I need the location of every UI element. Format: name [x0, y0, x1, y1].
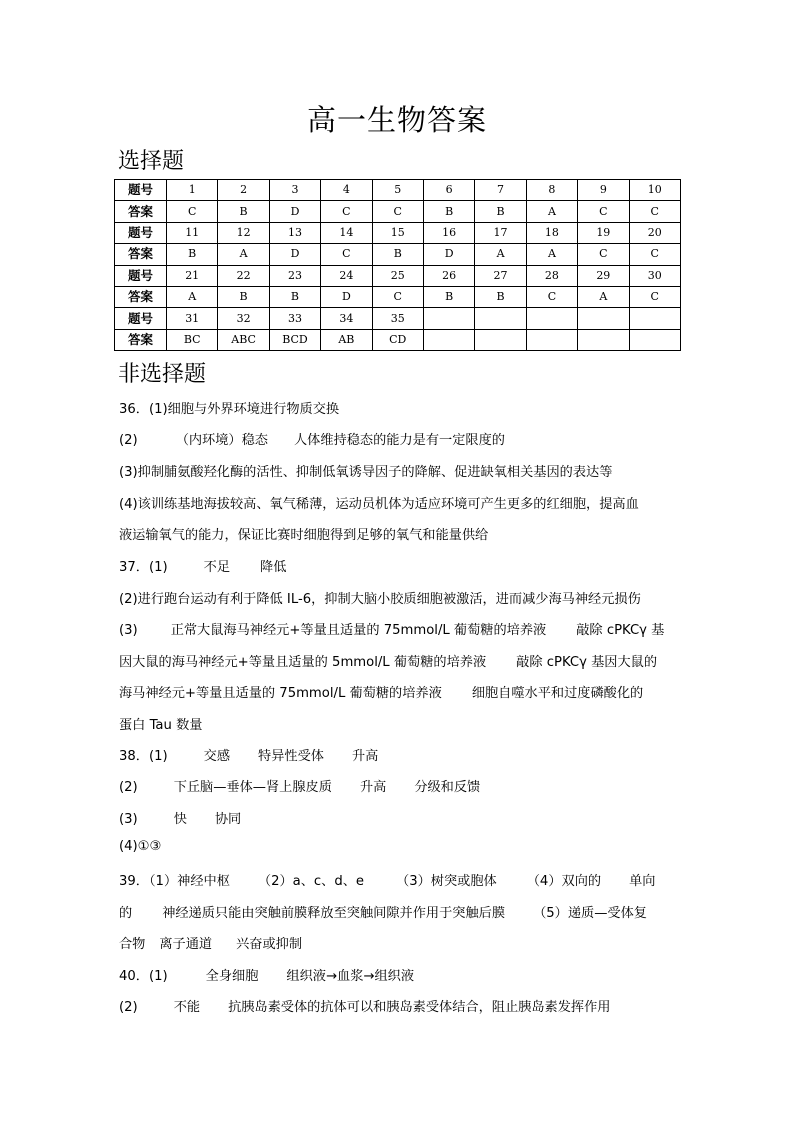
table-cell: C [578, 201, 629, 222]
answer-text: 39．（1）神经中枢 [119, 874, 230, 889]
table-cell: B [423, 201, 474, 222]
answer-text: （3）树突或胞体 [396, 874, 497, 889]
table-cell: C [321, 201, 372, 222]
answer-text: 升高 [351, 749, 379, 764]
answer-line [119, 588, 641, 607]
table-cell: A [475, 244, 526, 265]
table-cell: 31 [167, 308, 218, 329]
answer-text: 36．(1)细胞与外界环境进行物质交换 [119, 402, 340, 417]
row-label: 题号 [115, 222, 167, 243]
table-cell: C [372, 201, 423, 222]
table-cell: 27 [475, 265, 526, 286]
answer-text: (3) [119, 623, 138, 638]
table-cell: 4 [321, 180, 372, 201]
table-row [115, 265, 681, 286]
answer-text: 离子通道 [159, 937, 213, 952]
table-cell: 28 [526, 265, 577, 286]
answer-text: 单向 [629, 874, 656, 889]
table-cell: 14 [321, 222, 372, 243]
table-cell: C [167, 201, 218, 222]
answer-text: 降低 [260, 560, 287, 575]
table-row [115, 308, 681, 329]
table-row [115, 201, 681, 222]
answer-text: 下丘脑—垂体—肾上腺皮质 [173, 780, 332, 795]
table-cell: 5 [372, 180, 423, 201]
answer-text: 协同 [214, 812, 242, 827]
answer-line [119, 776, 480, 795]
answer-text: （2）a、c、d、e [257, 874, 365, 889]
table-cell: B [372, 244, 423, 265]
row-label: 答案 [115, 244, 167, 265]
table-cell: 12 [218, 222, 269, 243]
table-cell: C [629, 201, 680, 222]
answer-text: 不能 [173, 1000, 201, 1015]
section-heading-nonchoice: 非选择题 [118, 362, 207, 387]
answer-text: 液运输氧气的能力，保证比赛时细胞得到足够的氧气和能量供给 [119, 528, 489, 543]
answer-text: 合物 [119, 937, 146, 952]
answer-text: (3) [119, 812, 138, 827]
table-cell [475, 329, 526, 350]
table-cell: 26 [423, 265, 474, 286]
table-cell [475, 308, 526, 329]
table-cell: A [167, 286, 218, 307]
answer-text: (4)①③ [119, 839, 162, 854]
table-cell [526, 308, 577, 329]
table-cell: 32 [218, 308, 269, 329]
table-cell: 19 [578, 222, 629, 243]
answer-text: 交感 [203, 749, 231, 764]
table-cell: 1 [167, 180, 218, 201]
answer-text: 兴奋或抑制 [236, 937, 303, 952]
answer-text: (4)该训练基地海拔较高、氧气稀薄，运动员机体为适应环境可产生更多的红细胞，提高血 [119, 497, 639, 512]
table-cell: BC [167, 329, 218, 350]
answer-text: 分级和反馈 [414, 780, 481, 795]
table-cell: 15 [372, 222, 423, 243]
row-label: 答案 [115, 329, 167, 350]
table-cell: B [167, 244, 218, 265]
answer-text: 全身细胞 [205, 969, 259, 984]
answer-line [119, 524, 488, 543]
table-cell: C [526, 286, 577, 307]
table-cell: B [218, 286, 269, 307]
row-label: 题号 [115, 265, 167, 286]
answer-text: （内环境）稳态 [175, 433, 268, 448]
answer-text: 敲除 cPKCγ 基 [576, 623, 665, 638]
table-cell: A [578, 286, 629, 307]
answer-text: 神经递质只能由突触前膜释放至突触间隙并作用于突触后膜 [162, 906, 506, 921]
answer-line [119, 714, 202, 733]
answer-text: 海马神经元+等量且适量的 75mmol/L 葡萄糖的培养液 [119, 686, 442, 701]
answer-text: 38．(1) [119, 749, 168, 764]
table-cell: 16 [423, 222, 474, 243]
table-cell: A [526, 201, 577, 222]
table-cell: D [269, 201, 320, 222]
table-cell: 3 [269, 180, 320, 201]
table-cell: 18 [526, 222, 577, 243]
table-cell: 20 [629, 222, 680, 243]
row-label: 题号 [115, 308, 167, 329]
answer-text: （5）递质—受体复 [533, 906, 647, 921]
table-cell: 35 [372, 308, 423, 329]
table-cell: 6 [423, 180, 474, 201]
answer-text: 抗胰岛素受体的抗体可以和胰岛素受体结合，阻止胰岛素发挥作用 [228, 1000, 611, 1015]
answer-text: 细胞自噬水平和过度磷酸化的 [471, 686, 644, 701]
answer-line [119, 933, 302, 952]
table-cell: 33 [269, 308, 320, 329]
table-cell: B [475, 286, 526, 307]
table-row [115, 222, 681, 243]
answer-line [119, 682, 643, 701]
table-cell [423, 308, 474, 329]
table-cell: CD [372, 329, 423, 350]
answer-text: 敲除 cPKCγ 基因大鼠的 [516, 655, 658, 670]
answer-text: (2) [119, 433, 138, 448]
table-cell: B [218, 201, 269, 222]
table-cell: C [372, 286, 423, 307]
answer-line [119, 398, 339, 417]
answer-line [119, 651, 657, 670]
page-title: 高一生物答案 [306, 103, 487, 137]
table-row [115, 329, 681, 350]
answer-line [119, 839, 161, 854]
table-cell [578, 308, 629, 329]
table-cell: B [475, 201, 526, 222]
table-cell: D [321, 286, 372, 307]
answer-line [119, 902, 647, 921]
answer-text: 人体维持稳态的能力是有一定限度的 [294, 433, 505, 448]
answer-text: 不足 [203, 560, 231, 575]
answer-text: 正常大鼠海马神经元+等量且适量的 75mmol/L 葡萄糖的培养液 [170, 623, 547, 638]
table-cell: BCD [269, 329, 320, 350]
answer-text: (2)进行跑台运动有利于降低 IL-6，抑制大脑小胶质细胞被激活，进而减少海马神经元损伤 [119, 592, 641, 607]
answer-text: 因大鼠的海马神经元+等量且适量的 5mmol/L 葡萄糖的培养液 [119, 655, 487, 670]
answer-line [119, 965, 414, 984]
table-row [115, 286, 681, 307]
row-label: 答案 [115, 286, 167, 307]
table-cell: C [578, 244, 629, 265]
answer-line [119, 996, 611, 1015]
table-row [115, 180, 681, 201]
table-cell: ABC [218, 329, 269, 350]
answer-text: (2) [119, 1000, 138, 1015]
table-cell: C [321, 244, 372, 265]
table-cell: 25 [372, 265, 423, 286]
table-cell: 10 [629, 180, 680, 201]
answer-text: 特异性受体 [258, 749, 324, 764]
table-cell: 17 [475, 222, 526, 243]
answer-text: 40．(1) [119, 969, 168, 984]
table-cell: C [629, 286, 680, 307]
answer-text: 的 [119, 906, 133, 921]
table-cell [629, 329, 680, 350]
table-cell: 22 [218, 265, 269, 286]
answer-line [119, 870, 655, 889]
answer-text: （4）双向的 [526, 874, 602, 889]
table-cell [578, 329, 629, 350]
answer-table [114, 179, 681, 351]
table-cell: 11 [167, 222, 218, 243]
table-cell: 13 [269, 222, 320, 243]
answer-text: 快 [173, 812, 187, 827]
answer-text: 蛋白 Tau 数量 [119, 718, 203, 733]
table-cell: D [269, 244, 320, 265]
table-cell: D [423, 244, 474, 265]
table-cell: AB [321, 329, 372, 350]
table-cell: 2 [218, 180, 269, 201]
table-cell: 21 [167, 265, 218, 286]
answer-line [119, 556, 286, 575]
table-cell: 29 [578, 265, 629, 286]
table-cell [423, 329, 474, 350]
answer-text: (2) [119, 780, 138, 795]
answer-text: (3)抑制脯氨酸羟化酶的活性、抑制低氧诱导因子的降解、促进缺氧相关基因的表达等 [119, 465, 613, 480]
table-cell: 34 [321, 308, 372, 329]
table-cell: C [629, 244, 680, 265]
answer-text: 37．(1) [119, 560, 168, 575]
table-cell: 23 [269, 265, 320, 286]
answer-text: 升高 [359, 780, 387, 795]
table-cell [629, 308, 680, 329]
answer-line [119, 745, 378, 764]
table-cell: 30 [629, 265, 680, 286]
table-cell: 8 [526, 180, 577, 201]
row-label: 题号 [115, 180, 167, 201]
table-cell: 24 [321, 265, 372, 286]
table-cell: 9 [578, 180, 629, 201]
answer-line [119, 619, 664, 638]
answer-line [119, 493, 639, 512]
table-row [115, 244, 681, 265]
answer-line [119, 429, 505, 448]
row-label: 答案 [115, 201, 167, 222]
table-cell: 7 [475, 180, 526, 201]
table-cell: A [526, 244, 577, 265]
answer-line [119, 808, 241, 827]
answer-line [119, 461, 612, 480]
table-cell [526, 329, 577, 350]
table-cell: B [423, 286, 474, 307]
section-heading-choice: 选择题 [118, 149, 185, 174]
table-cell: A [218, 244, 269, 265]
table-cell: B [269, 286, 320, 307]
answer-text: 组织液→血浆→组织液 [286, 969, 415, 984]
